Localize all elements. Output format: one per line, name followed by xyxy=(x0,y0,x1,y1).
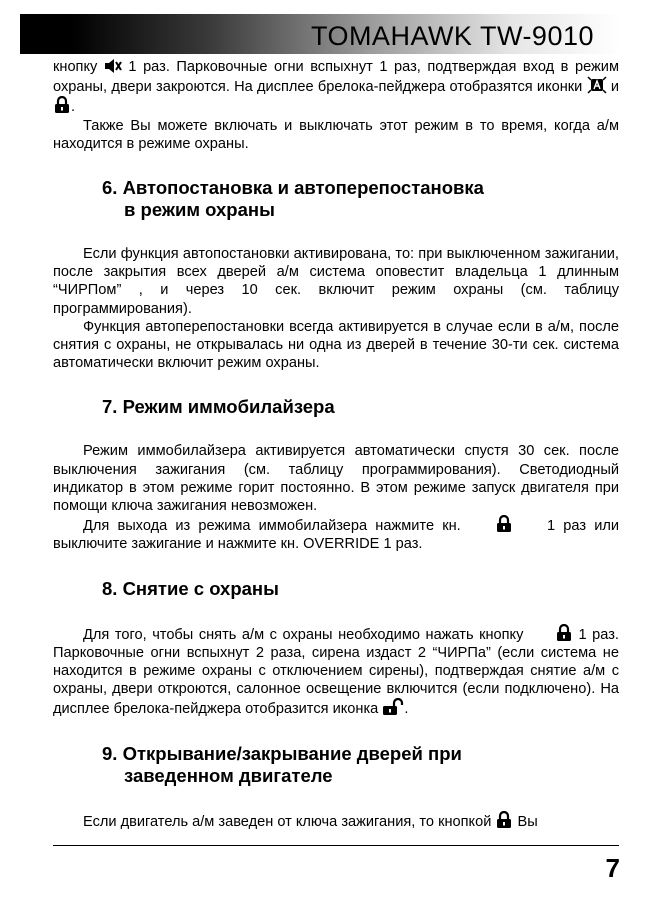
section-8-paragraph-1 xyxy=(53,624,619,719)
section-6-paragraph-1: Если функция автопостановки активирована, то: при выключенном зажигании, после закрытия всех дверей а/м система оповестит владельца 1 длинным “ЧИРПом” , и через 10 сек. включит режим охраны (см. таблицу программирования). xyxy=(53,246,619,317)
section-6-paragraph-2: Функция автоперепостановки всегда активируется в случае если в а/м, после снятия с охраны, не открывалась ни одна из дверей в течение 30-ти сек. система автоматически включит режим охраны. xyxy=(53,318,619,372)
intro-paragraph xyxy=(53,58,619,117)
section-8-text: 1 раз. Парковочные огни вспыхнут 2 раза, сирена издаст 2 “ЧИРПа” (если система не находится в режиме охраны с отключением сирены), подтверждая снятие а/м с охраны, двери откроются, салонное освещение включится (если подключено). На дисплее брелока-пейджера отобразится иконка xyxy=(53,626,619,718)
section-8-title-text: 8. Снятие с охраны xyxy=(102,577,279,599)
section-7-title xyxy=(102,396,619,418)
silent-car-icon xyxy=(587,76,607,94)
section-7-title-text: 7. Режим иммобилайзера xyxy=(102,396,335,418)
intro-end: . xyxy=(71,99,76,116)
page-number: 7 xyxy=(605,853,620,883)
section-9-title-line2: заведенном двигателе xyxy=(124,764,333,786)
intro-and: и xyxy=(610,79,619,96)
intro-paragraph-2: Также Вы можете включать и выключать этот режим в то время, когда а/м находится в режиме охраны. xyxy=(53,117,619,152)
intro-text: 1 раз. Парковочные огни вспыхнут 1 раз, подтверждая вход в режим охраны, двери закроются. На дисплее брелока-пейджера отобразятся иконки xyxy=(53,59,619,96)
section-9-title-line1: 9. Открывание/закрывание дверей при xyxy=(102,742,462,764)
page-content xyxy=(53,58,619,831)
section-9-text: Если двигатель а/м заведен от ключа зажигания, то кнопкой xyxy=(83,813,492,830)
section-8-end: . xyxy=(404,701,409,718)
section-9-text: Вы xyxy=(517,813,538,830)
header-banner xyxy=(20,14,652,54)
padlock-closed-icon xyxy=(53,96,71,114)
padlock-open-icon xyxy=(382,698,404,716)
section-7-paragraph-1: Режим иммобилайзера активируется автоматически спустя 30 сек. после выключения зажигания (см. таблицу программирования). Светодиодный индикатор в этом режиме горит постоянно. В этом режиме запуск двигателя при помощи ключа зажигания невозможен. xyxy=(53,443,619,515)
section-6-title xyxy=(102,177,619,221)
section-7-text: Для выхода из режима иммобилайзера нажмите кн. xyxy=(83,518,461,535)
footer-divider xyxy=(53,845,619,846)
section-9-title xyxy=(102,743,619,787)
section-8-title xyxy=(102,578,619,600)
padlock-closed-icon xyxy=(495,515,513,533)
mute-speaker-icon xyxy=(104,58,122,74)
padlock-closed-icon xyxy=(495,811,513,829)
section-6-title-line2: в режим охраны xyxy=(124,199,275,221)
intro-text: кнопку xyxy=(53,59,98,75)
header-title: TOMAHAWK TW-9010 xyxy=(310,21,594,51)
section-9-paragraph-1 xyxy=(53,811,619,831)
padlock-closed-icon xyxy=(555,624,573,642)
section-7-text: 1 раз или выключите зажигание и нажмите кн. OVERRIDE 1 раз. xyxy=(53,518,620,553)
section-8-text: Для того, чтобы снять а/м с охраны необходимо нажать кнопку xyxy=(83,626,524,643)
section-7-paragraph-2 xyxy=(53,515,619,553)
section-6-title-line1: 6. Автопостановка и автоперепостановка xyxy=(102,177,484,199)
